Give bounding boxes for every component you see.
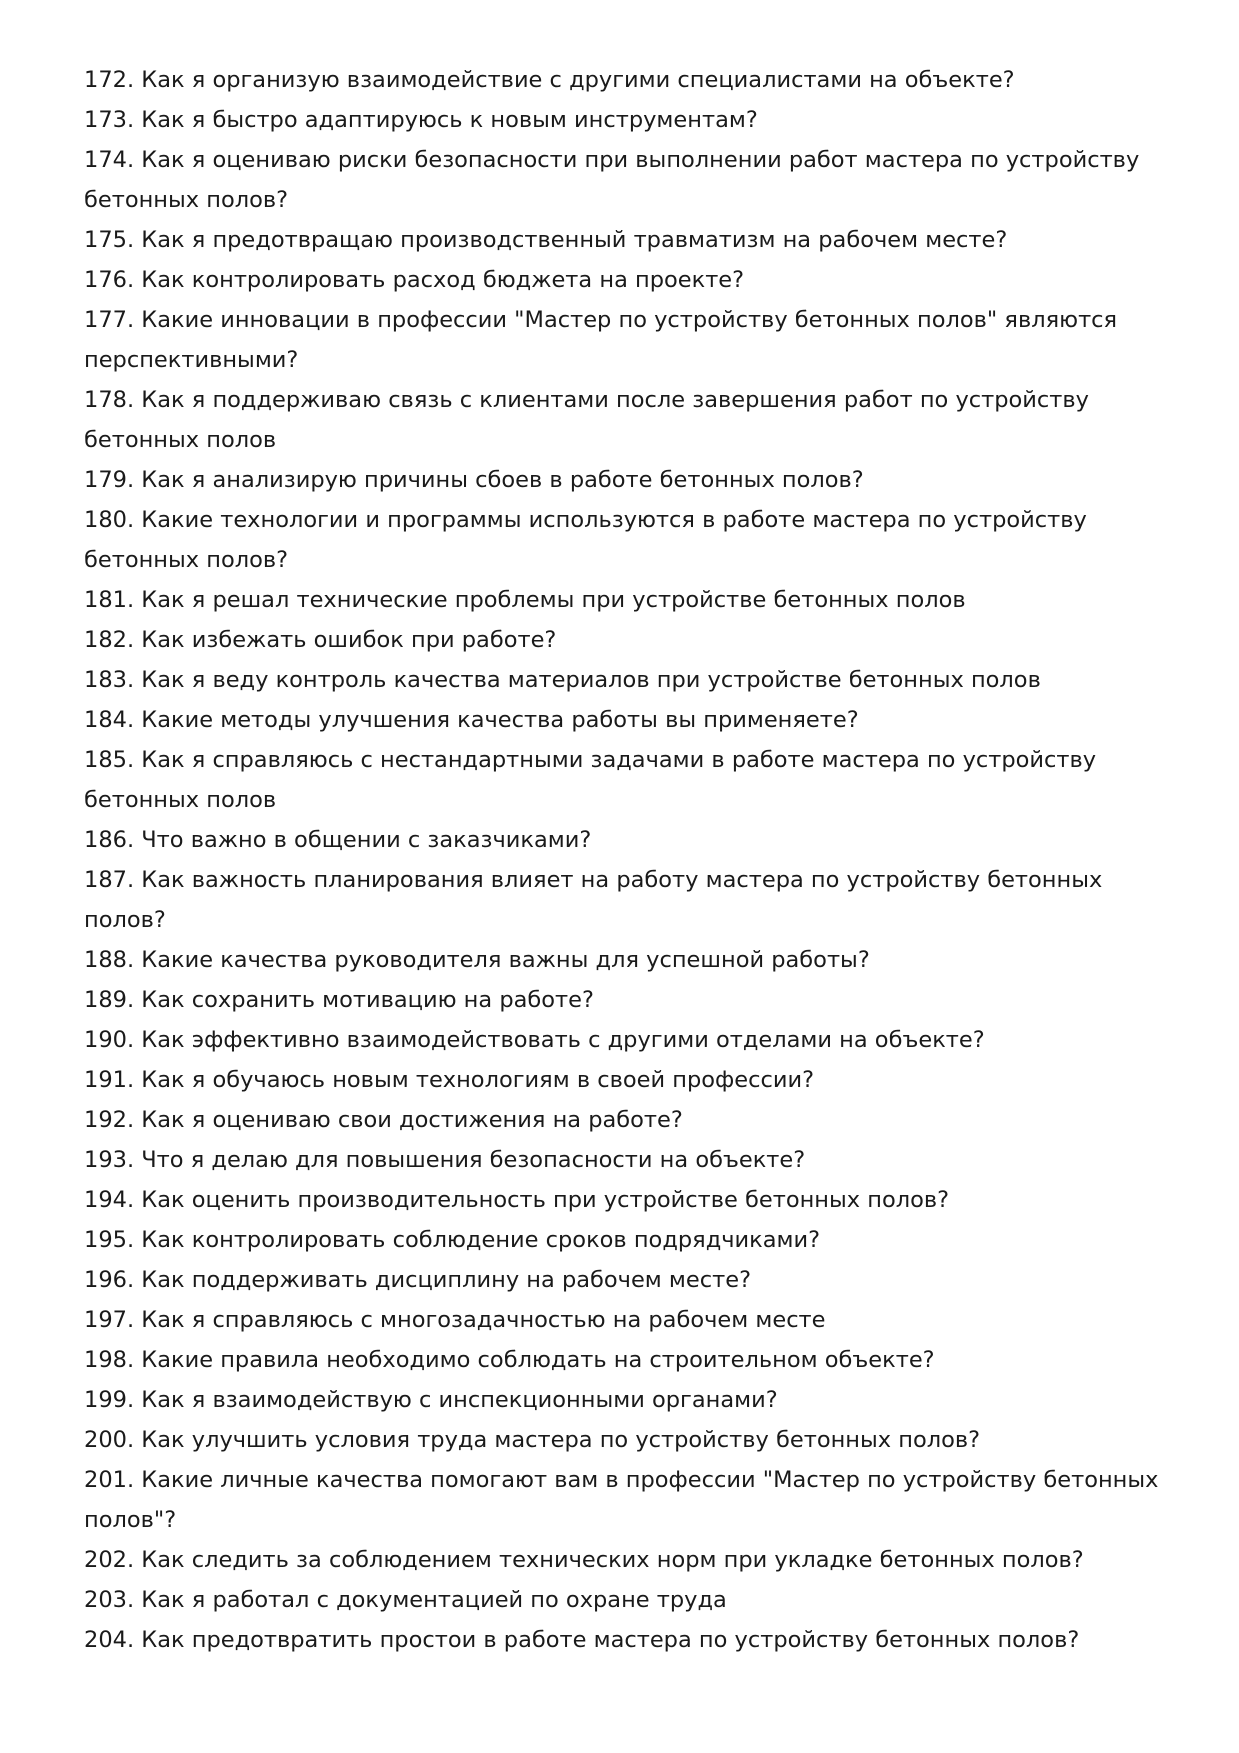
list-item: 177. Какие инновации в профессии "Мастер по устройству бетонных полов" являются перспективными? bbox=[84, 307, 1118, 373]
list-item: 203. Как я работал с документацией по охране труда bbox=[84, 1587, 727, 1613]
list-item: 200. Как улучшить условия труда мастера по устройству бетонных полов? bbox=[84, 1427, 981, 1453]
question-list bbox=[84, 60, 1164, 1660]
list-item: 195. Как контролировать соблюдение сроков подрядчиками? bbox=[84, 1227, 821, 1253]
list-item: 178. Как я поддерживаю связь с клиентами после завершения работ по устройству бетонных полов bbox=[84, 387, 1089, 453]
list-item: 182. Как избежать ошибок при работе? bbox=[84, 627, 557, 653]
list-item: 184. Какие методы улучшения качества работы вы применяете? bbox=[84, 707, 859, 733]
list-item: 190. Как эффективно взаимодействовать с другими отделами на объекте? bbox=[84, 1027, 985, 1053]
list-item: 199. Как я взаимодействую с инспекционными органами? bbox=[84, 1387, 778, 1413]
list-item: 194. Как оценить производительность при устройстве бетонных полов? bbox=[84, 1187, 950, 1213]
list-item: 172. Как я организую взаимодействие с другими специалистами на объекте? bbox=[84, 67, 1015, 93]
list-item: 196. Как поддерживать дисциплину на рабочем месте? bbox=[84, 1267, 752, 1293]
list-item: 180. Какие технологии и программы используются в работе мастера по устройству бетонных полов? bbox=[84, 507, 1087, 573]
list-item: 192. Как я оцениваю свои достижения на работе? bbox=[84, 1107, 683, 1133]
list-item: 188. Какие качества руководителя важны для успешной работы? bbox=[84, 947, 870, 973]
list-item: 187. Как важность планирования влияет на работу мастера по устройству бетонных полов? bbox=[84, 867, 1103, 933]
list-item: 202. Как следить за соблюдением технических норм при укладке бетонных полов? bbox=[84, 1547, 1084, 1573]
list-item: 197. Как я справляюсь с многозадачностью на рабочем месте bbox=[84, 1307, 826, 1333]
list-item: 186. Что важно в общении с заказчиками? bbox=[84, 827, 592, 853]
list-item: 185. Как я справляюсь с нестандартными задачами в работе мастера по устройству бетонных полов bbox=[84, 747, 1097, 813]
list-item: 183. Как я веду контроль качества материалов при устройстве бетонных полов bbox=[84, 667, 1041, 693]
list-item: 198. Какие правила необходимо соблюдать на строительном объекте? bbox=[84, 1347, 935, 1373]
list-item: 189. Как сохранить мотивацию на работе? bbox=[84, 987, 594, 1013]
list-item: 173. Как я быстро адаптируюсь к новым инструментам? bbox=[84, 107, 758, 133]
list-item: 174. Как я оцениваю риски безопасности при выполнении работ мастера по устройству бетонных полов? bbox=[84, 147, 1140, 213]
list-item: 204. Как предотвратить простои в работе мастера по устройству бетонных полов? bbox=[84, 1627, 1080, 1653]
list-item: 191. Как я обучаюсь новым технологиям в своей профессии? bbox=[84, 1067, 815, 1093]
list-item: 181. Как я решал технические проблемы при устройстве бетонных полов bbox=[84, 587, 966, 613]
list-item: 201. Какие личные качества помогают вам в профессии "Мастер по устройству бетонных полов"? bbox=[84, 1467, 1159, 1533]
list-item: 193. Что я делаю для повышения безопасности на объекте? bbox=[84, 1147, 806, 1173]
list-item: 179. Как я анализирую причины сбоев в работе бетонных полов? bbox=[84, 467, 864, 493]
list-item: 176. Как контролировать расход бюджета на проекте? bbox=[84, 267, 745, 293]
list-item: 175. Как я предотвращаю производственный травматизм на рабочем месте? bbox=[84, 227, 1008, 253]
